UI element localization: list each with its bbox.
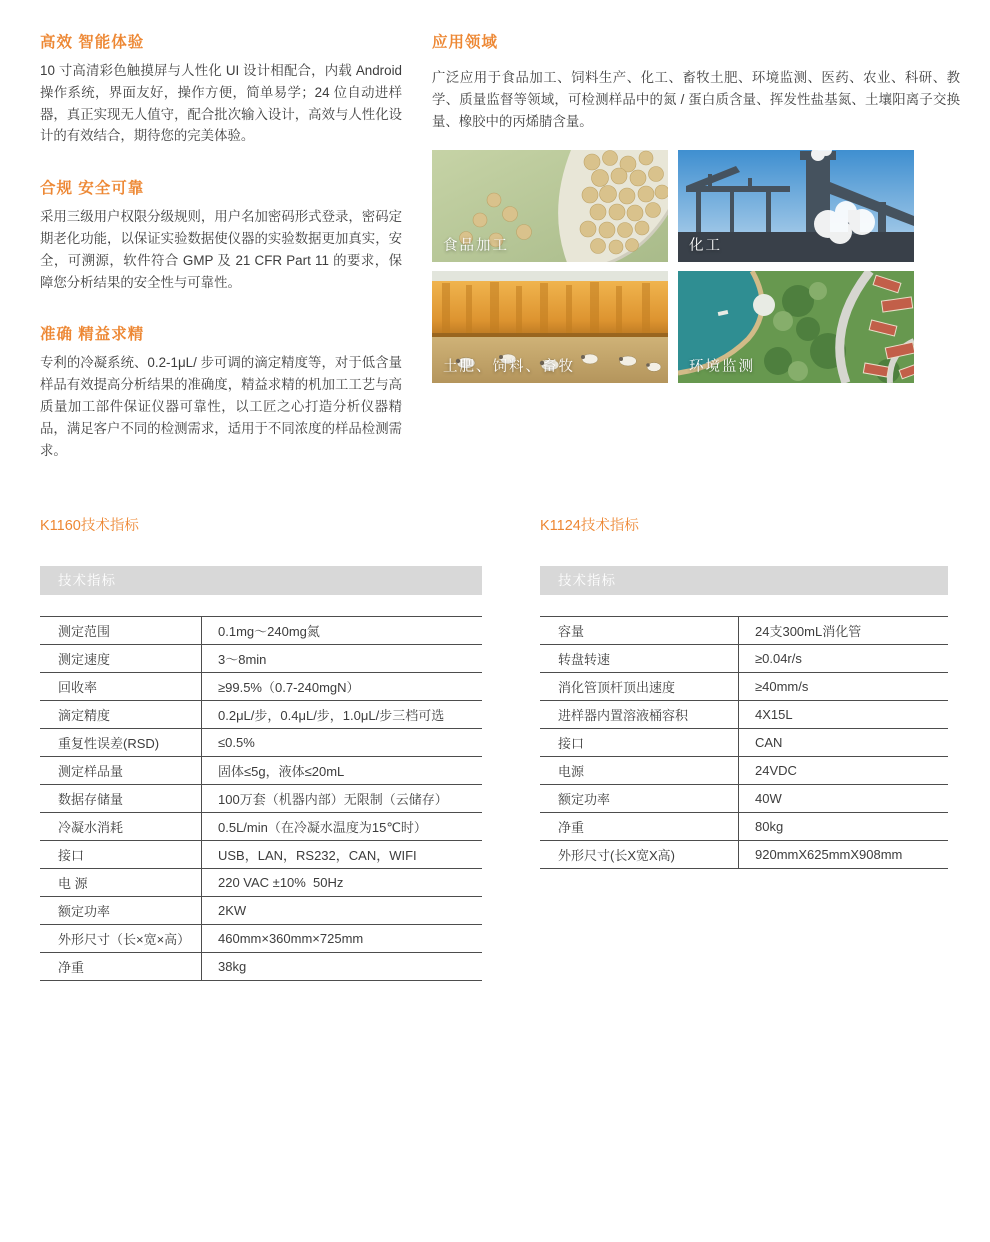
spec-label: 重复性误差(RSD) — [40, 729, 202, 757]
spec-row — [40, 869, 482, 897]
photo-chemical-industry — [678, 150, 914, 262]
spec-label: 测定速度 — [40, 645, 202, 673]
spec-label: 净重 — [40, 953, 202, 981]
spec-value: ≥0.04r/s — [739, 645, 949, 673]
spec-label: 测定样品量 — [40, 757, 202, 785]
spec-label: 进样器内置溶液桶容积 — [540, 701, 739, 729]
spec-value: 4X15L — [739, 701, 949, 729]
spec-row — [540, 757, 948, 785]
photo-environmental-monitoring — [678, 271, 914, 383]
feature-body: 专利的冷凝系统、0.2-1μL/ 步可调的滴定精度等，对于低含量样品有效提高分析结果的准确度，精益求精的机加工工艺与高质量加工部件保证仪器可靠性，以工匠之心打造分析仪器精品，满足客户不同的检测需求，适用于不同浓度的样品检测需求。 — [40, 355, 402, 458]
spec-row — [540, 729, 948, 757]
spec-value: 0.2μL/步，0.4μL/步，1.0μL/步三档可选 — [202, 701, 483, 729]
spec-row — [40, 729, 482, 757]
spec-label: 数据存储量 — [40, 785, 202, 813]
spec-row — [540, 841, 948, 869]
spec-label: 额定功率 — [540, 785, 739, 813]
spec-value: 38kg — [202, 953, 483, 981]
feature-efficiency — [40, 30, 402, 147]
spec-value: 3～8min — [202, 645, 483, 673]
spec-label: 冷凝水消耗 — [40, 813, 202, 841]
feature-title: 合规 安全可靠 — [40, 180, 145, 198]
spec-value: 80kg — [739, 813, 949, 841]
feature-compliance — [40, 176, 402, 293]
feature-column — [40, 30, 402, 490]
spec-label: 电源 — [540, 757, 739, 785]
k1160-spec-table — [40, 616, 482, 981]
spec-label: 接口 — [40, 841, 202, 869]
feature-body: 10 寸高清彩色触摸屏与人性化 UI 设计相配合，内载 Android 操作系统，界面友好，操作方便，简单易学；24 位自动进样器，真正实现无人值守，配合批次输入设计，高效与人性化设计的有效结合，期待您的完美体验。 — [40, 63, 402, 144]
spec-row — [540, 813, 948, 841]
photo-caption: 土肥、饲料、畜牧 — [443, 359, 575, 375]
spec-label: 回收率 — [40, 673, 202, 701]
spec-value: ≥99.5%（0.7-240mgN） — [202, 673, 483, 701]
spec-row — [40, 813, 482, 841]
k1124-spec-header-bar: 技术指标 — [540, 566, 948, 595]
photo-caption: 环境监测 — [689, 359, 755, 375]
photo-caption: 化工 — [689, 238, 722, 254]
spec-value: USB，LAN，RS232，CAN，WIFI — [202, 841, 483, 869]
spec-value: 220 VAC ±10% 50Hz — [202, 869, 483, 897]
spec-row — [540, 617, 948, 645]
spec-value: CAN — [739, 729, 949, 757]
spec-label: 滴定精度 — [40, 701, 202, 729]
spec-row — [40, 925, 482, 953]
spec-value: ≤0.5% — [202, 729, 483, 757]
spec-row — [40, 897, 482, 925]
spec-value: 0.1mg～240mg氮 — [202, 617, 483, 645]
spec-value: 920mmX625mmX908mm — [739, 841, 949, 869]
spec-value: ≥40mm/s — [739, 673, 949, 701]
applications-section — [432, 30, 960, 383]
feature-accuracy — [40, 322, 402, 461]
spec-label: 消化管顶杆顶出速度 — [540, 673, 739, 701]
spec-value: 0.5L/min（在冷凝水温度为15℃时） — [202, 813, 483, 841]
spec-row — [40, 841, 482, 869]
spec-label: 容量 — [540, 617, 739, 645]
spec-value: 40W — [739, 785, 949, 813]
applications-title: 应用领域 — [432, 34, 499, 51]
spec-label: 外形尺寸(长X宽X高) — [540, 841, 739, 869]
spec-value: 24VDC — [739, 757, 949, 785]
spec-label: 额定功率 — [40, 897, 202, 925]
spec-label: 外形尺寸（长×宽×高） — [40, 925, 202, 953]
applications-body: 广泛应用于食品加工、饲料生产、化工、畜牧土肥、环境监测、医药、农业、科研、教学、质量监督等领域，可检测样品中的氮 / 蛋白质含量、挥发性盐基氮、土壤阳离子交换量、橡胶中的丙烯腈含量。 — [432, 70, 960, 129]
spec-label: 电 源 — [40, 869, 202, 897]
spec-value: 2KW — [202, 897, 483, 925]
spec-value: 24支300mL消化管 — [739, 617, 949, 645]
spec-label: 接口 — [540, 729, 739, 757]
k1160-spec-rows — [40, 617, 482, 981]
spec-value: 固体≤5g，液体≤20mL — [202, 757, 483, 785]
k1124-spec-rows — [540, 617, 948, 869]
k1160-spec-header-bar: 技术指标 — [40, 566, 482, 595]
spec-value: 100万套（机器内部）无限制（云储存） — [202, 785, 483, 813]
feature-body: 采用三级用户权限分级规则，用户名加密码形式登录，密码定期老化功能，以保证实验数据使仪器的实验数据更加真实，安全，可溯源，软件符合 GMP 及 21 CFR Part 11 的要求，保障您分析结果的安全性与可靠性。 — [40, 209, 402, 290]
spec-value: 460mm×360mm×725mm — [202, 925, 483, 953]
spec-row — [40, 785, 482, 813]
k1160-spec-section — [40, 518, 482, 981]
spec-label: 测定范围 — [40, 617, 202, 645]
photo-food-processing — [432, 150, 668, 262]
spec-row — [540, 645, 948, 673]
spec-row — [540, 701, 948, 729]
spec-row — [40, 617, 482, 645]
k1124-spec-table — [540, 616, 948, 869]
feature-title: 高效 智能体验 — [40, 34, 145, 51]
spec-row — [540, 673, 948, 701]
spec-row — [540, 785, 948, 813]
photo-soil-feed-livestock — [432, 271, 668, 383]
k1124-spec-section — [540, 518, 948, 869]
photo-caption: 食品加工 — [443, 238, 509, 254]
spec-label: 净重 — [540, 813, 739, 841]
spec-row — [40, 953, 482, 981]
spec-row — [40, 673, 482, 701]
spec-label: 转盘转速 — [540, 645, 739, 673]
feature-title: 准确 精益求精 — [40, 326, 145, 344]
spec-row — [40, 757, 482, 785]
spec-row — [40, 701, 482, 729]
applications-photo-grid — [432, 150, 914, 383]
k1160-spec-title: K1160技术指标 — [40, 518, 139, 534]
k1124-spec-title: K1124技术指标 — [540, 518, 639, 534]
spec-row — [40, 645, 482, 673]
